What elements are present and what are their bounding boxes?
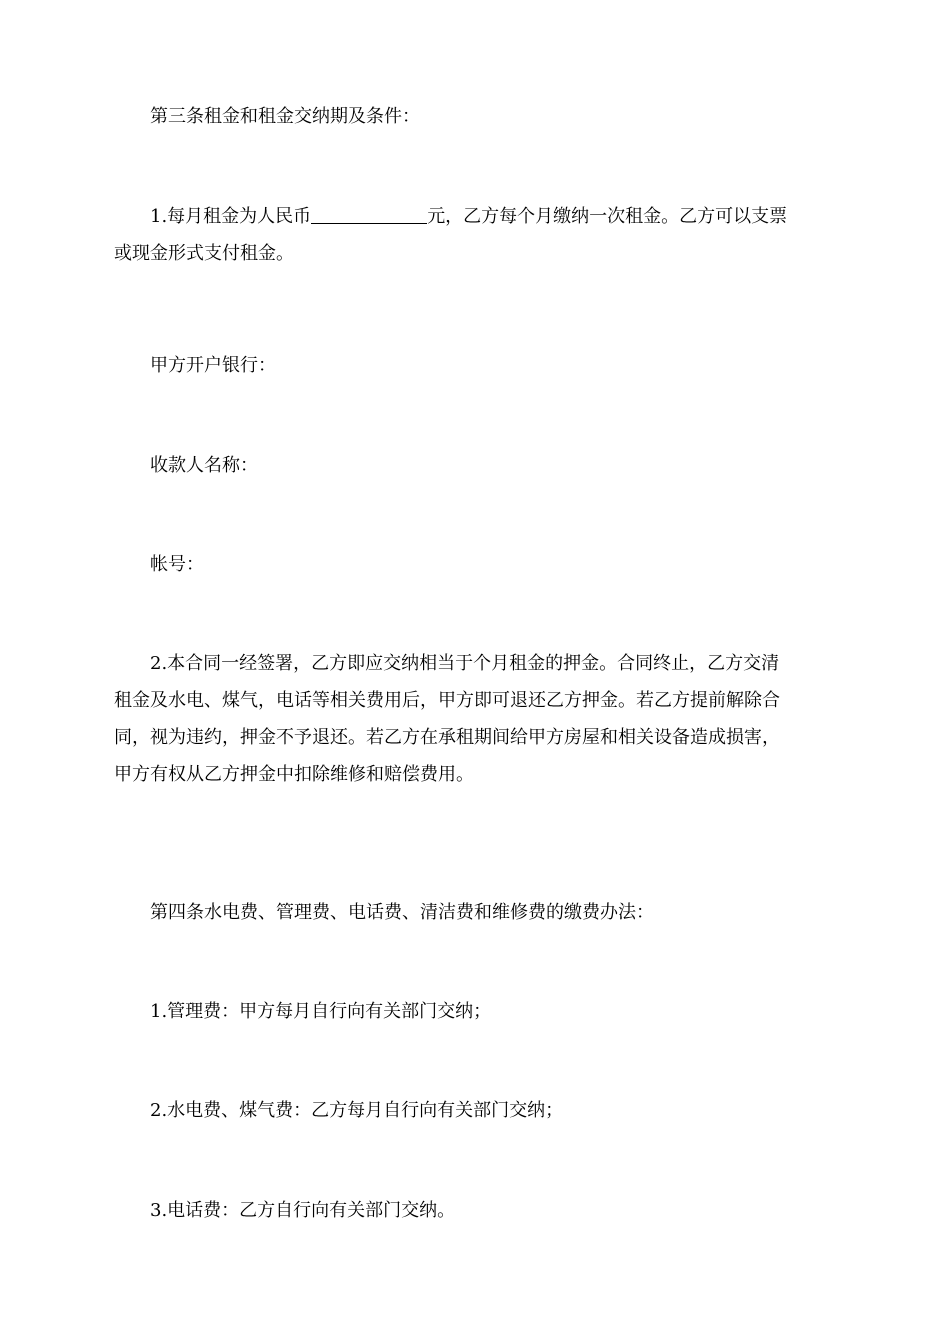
rent-amount-blank — [311, 205, 427, 224]
rent-clause-line-1: 1.每月租金为人民币 元，乙方每个月缴纳一次租金。乙方可以支票 — [150, 206, 788, 227]
management-fee-item: 1.管理费：甲方每月自行向有关部门交纳； — [150, 1001, 492, 1022]
account-label: 帐号： — [150, 554, 204, 575]
rent-amount-clause — [114, 198, 836, 272]
bank-label: 甲方开户银行： — [150, 355, 276, 376]
phone-fee-item: 3.电话费：乙方自行向有关部门交纳。 — [150, 1200, 456, 1221]
rent-clause-line-2: 或现金形式支付租金。 — [114, 243, 294, 264]
deposit-line-1: 2.本合同一经签署，乙方即应交纳相当于个月租金的押金。合同终止，乙方交清 — [150, 653, 780, 674]
deposit-line-4: 甲方有权从乙方押金中扣除维修和赔偿费用。 — [114, 764, 474, 785]
payee-label: 收款人名称： — [150, 455, 258, 476]
deposit-line-2: 租金及水电、煤气，电话等相关费用后，甲方即可退还乙方押金。若乙方提前解除合 — [114, 690, 780, 711]
article-4-title: 第四条水电费、管理费、电话费、清洁费和维修费的缴费办法： — [150, 902, 654, 923]
deposit-clause — [114, 645, 836, 793]
deposit-line-3: 同，视为违约，押金不予退还。若乙方在承租期间给甲方房屋和相关设备造成损害， — [114, 727, 780, 748]
article-3-title: 第三条租金和租金交纳期及条件： — [150, 106, 420, 127]
utility-fee-item: 2.水电费、煤气费：乙方每月自行向有关部门交纳； — [150, 1100, 564, 1121]
